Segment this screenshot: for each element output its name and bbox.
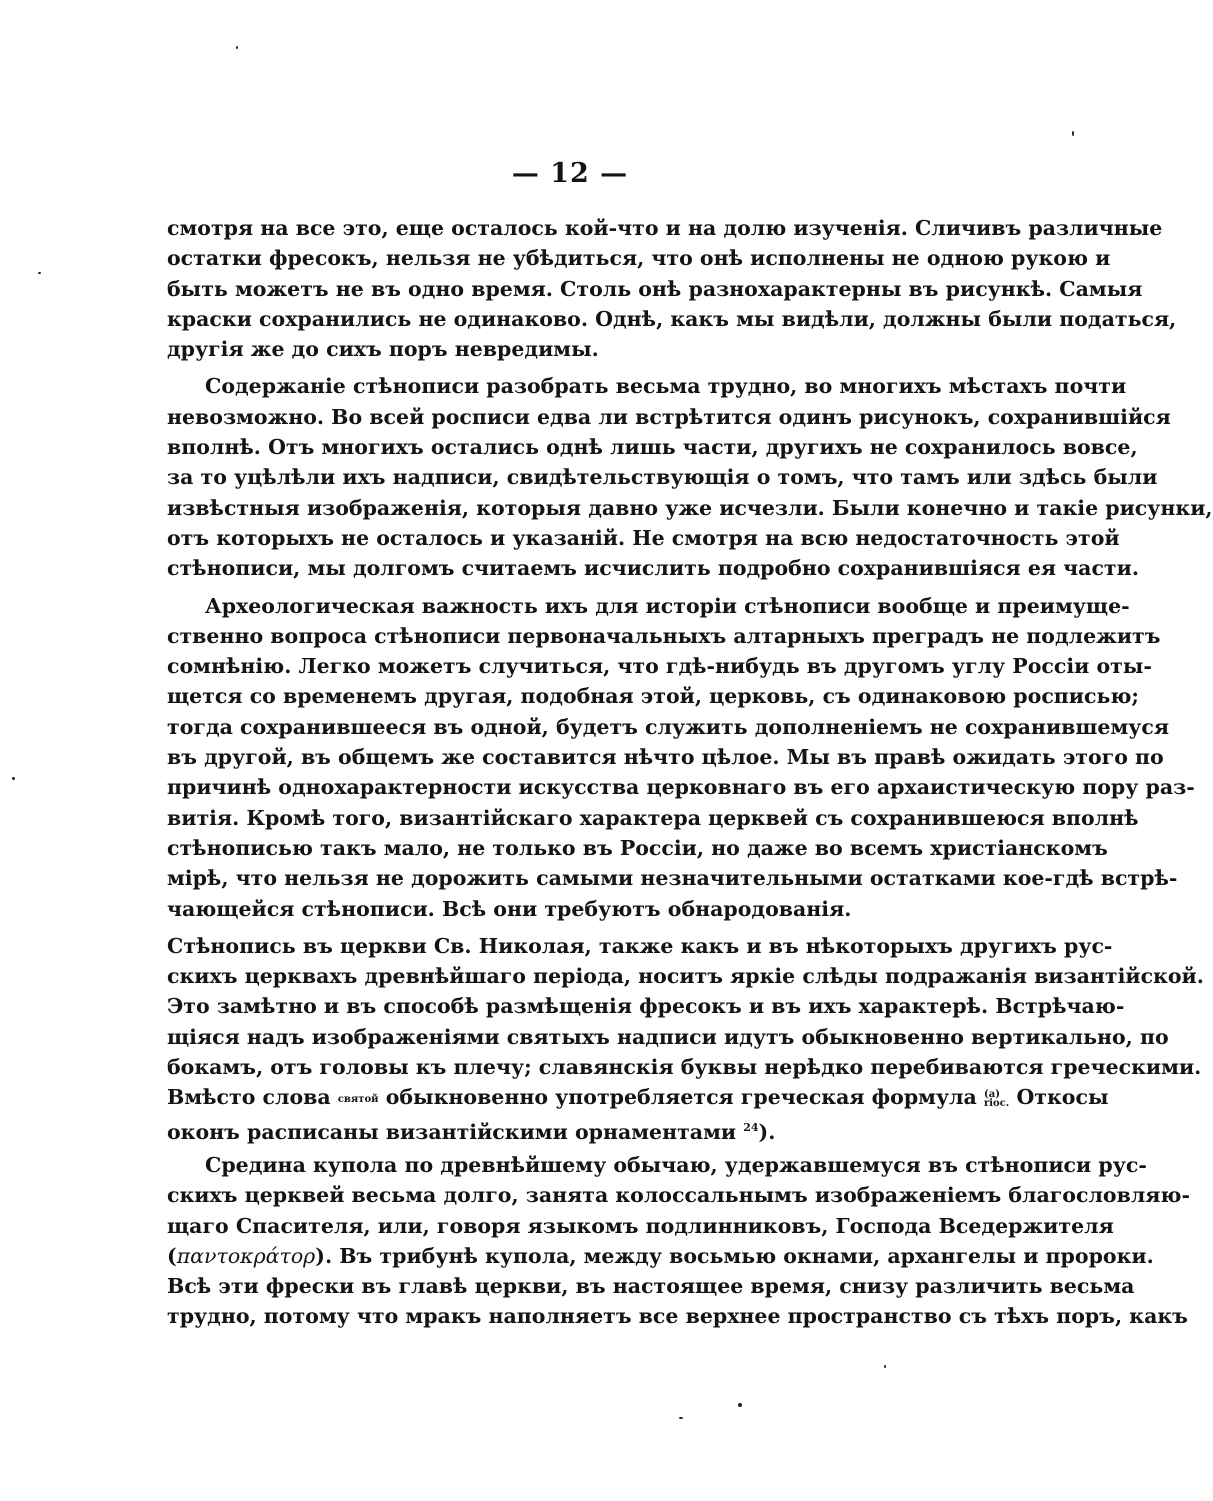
text-line: Содержаніе стѣнописи разобрать весьма трудно, во многихъ мѣстахъ почти (205, 374, 1127, 399)
text-line: быть можетъ не въ одно время. Столь онѣ разнохарактерны въ рисункѣ. Самыя (167, 276, 1143, 301)
text-line: Стѣнопись въ церкви Св. Николая, также какъ и въ нѣкоторыхъ другихъ рус- (167, 933, 1113, 958)
text-line: витія. Кромѣ того, византійскаго характера церквей съ сохранившеюся вполнѣ (167, 805, 1139, 830)
text-fragment: ( (167, 1243, 177, 1268)
text-line: стѣнописи, мы долгомъ считаемъ исчислить подробно сохранившіяся ея части. (167, 556, 1139, 581)
text-line: сомнѣнію. Легко можетъ случиться, что гдѣ-нибудь въ другомъ углу Россіи оты- (167, 654, 1152, 679)
text-fragment: Откосы (1016, 1085, 1109, 1110)
formula-bottom: riос. (983, 1098, 1010, 1110)
greek-formula (984, 1090, 1009, 1108)
text-line: Всѣ эти фрески въ главѣ церкви, въ настоящее время, снизу различить весьма (167, 1274, 1135, 1299)
text-fragment: оконъ расписаны византійскими орнаментами (167, 1119, 737, 1144)
text-line: въ другой, въ общемъ же составится нѣчто цѣлое. Мы въ правѣ ожидать этого по (167, 745, 1164, 770)
paragraph-1 (167, 213, 1177, 364)
text-line: Археологическая важность ихъ для исторіи стѣнописи вообще и преимуще- (205, 593, 1130, 618)
text-fragment: обыкновенно употребляется греческая формула (385, 1085, 977, 1110)
scan-speck (884, 1365, 886, 1368)
text-line: Это замѣтно и въ способѣ размѣщенія фресокъ и въ ихъ характерѣ. Встрѣчаю- (167, 994, 1125, 1019)
text-line: щется со временемъ другая, подобная этой, церковь, съ одинаковою росписью; (167, 684, 1139, 709)
text-line: скихъ церквахъ древнѣйшаго періода, носитъ яркіе слѣды подражанія византійской. (167, 964, 1204, 989)
text-line: трудно, потому что мракъ наполняетъ все верхнее пространство съ тѣхъ поръ, какъ (167, 1304, 1188, 1329)
text-line: чающейся стѣнописи. Всѣ они требуютъ обнародованія. (167, 896, 852, 921)
footnote-marker: 24 (743, 1120, 759, 1134)
text-line: мірѣ, что нельзя не дорожить самыми незначительными остатками кое-гдѣ встрѣ- (167, 866, 1178, 891)
text-line: невозможно. Во всей росписи едва ли встрѣтится одинъ рисунокъ, сохранившійся (167, 404, 1171, 429)
text-line: краски сохранились не одинаково. Однѣ, какъ мы видѣли, должны были податься, (167, 306, 1177, 331)
text-line: извѣстныя изображенія, которыя давно уже исчезли. Были конечно и такіе рисунки, (167, 495, 1213, 520)
text-line: за то уцѣлѣли ихъ надписи, свидѣтельствующія о томъ, что тамъ или здѣсь были (167, 465, 1158, 490)
scan-speck (12, 777, 15, 780)
scan-speck (38, 272, 41, 274)
scan-speck (1072, 131, 1074, 136)
small-word: святой (337, 1094, 379, 1106)
paragraph-3 (167, 591, 1195, 924)
text-line: скихъ церквей весьма долго, занята колоссальнымъ изображеніемъ благословляю- (167, 1183, 1190, 1208)
scan-speck (679, 1417, 683, 1419)
text-line: другія же до сихъ поръ невредимы. (167, 337, 599, 362)
text-line-formula (167, 1082, 1109, 1112)
text-line: вполнѣ. Отъ многихъ остались однѣ лишь части, другихъ не сохранилось вовсе, (167, 435, 1138, 460)
text-line: бокамъ, отъ головы къ плечу; славянскія буквы нерѣдко перебиваются греческими. (167, 1055, 1202, 1080)
text-fragment: ). Въ трибунѣ купола, между восьмью окнами, архангелы и пророки. (315, 1243, 1154, 1268)
text-line: щаго Спасителя, или, говоря языкомъ подлинниковъ, Господа Вседержителя (167, 1213, 1114, 1238)
text-line: остатки фресокъ, нельзя не убѣдиться, что онѣ исполнены не одною рукою и (167, 246, 1111, 271)
text-line: щіяся надъ изображеніями святыхъ надписи идутъ обыкновенно вертикально, по (167, 1024, 1169, 1049)
scan-speck (738, 1403, 742, 1407)
text-line: стѣнописью такъ мало, не только въ Россіи, но даже во всемъ христіанскомъ (167, 835, 1108, 860)
paragraph-2 (167, 371, 1213, 583)
text-line-footnote (167, 1113, 1015, 1143)
paragraph-5 (167, 1150, 1190, 1332)
text-line: отъ которыхъ не осталось и указаній. Не смотря на всю недостаточность этой (167, 525, 1120, 550)
page-number: — 12 — (511, 158, 629, 189)
text-line: причинѣ однохарактерности искусства церковнаго въ его архаистическую пору раз- (167, 775, 1195, 800)
text-line: ственно вопроса стѣнописи первоначальныхъ алтарныхъ преградъ не подлежитъ (167, 623, 1161, 648)
formula-top: (a) (983, 1089, 1000, 1101)
greek-word: παντοκράτορ (176, 1243, 316, 1268)
body-text (167, 213, 1213, 1339)
paragraph-4 (167, 931, 1204, 1144)
text-line-greek (167, 1241, 1154, 1271)
text-line: Средина купола по древнѣйшему обычаю, удержавшемуся въ стѣнописи рус- (205, 1152, 1147, 1177)
text-line: смотря на все это, еще осталось кой-что и на долю изученія. Сличивъ различные (167, 216, 1163, 240)
scan-speck (236, 46, 238, 49)
text-line: тогда сохранившееся въ одной, будетъ служить дополненіемъ не сохранившемуся (167, 714, 1170, 739)
text-fragment: ). (758, 1119, 776, 1144)
text-fragment: Вмѣсто слова (167, 1085, 331, 1110)
